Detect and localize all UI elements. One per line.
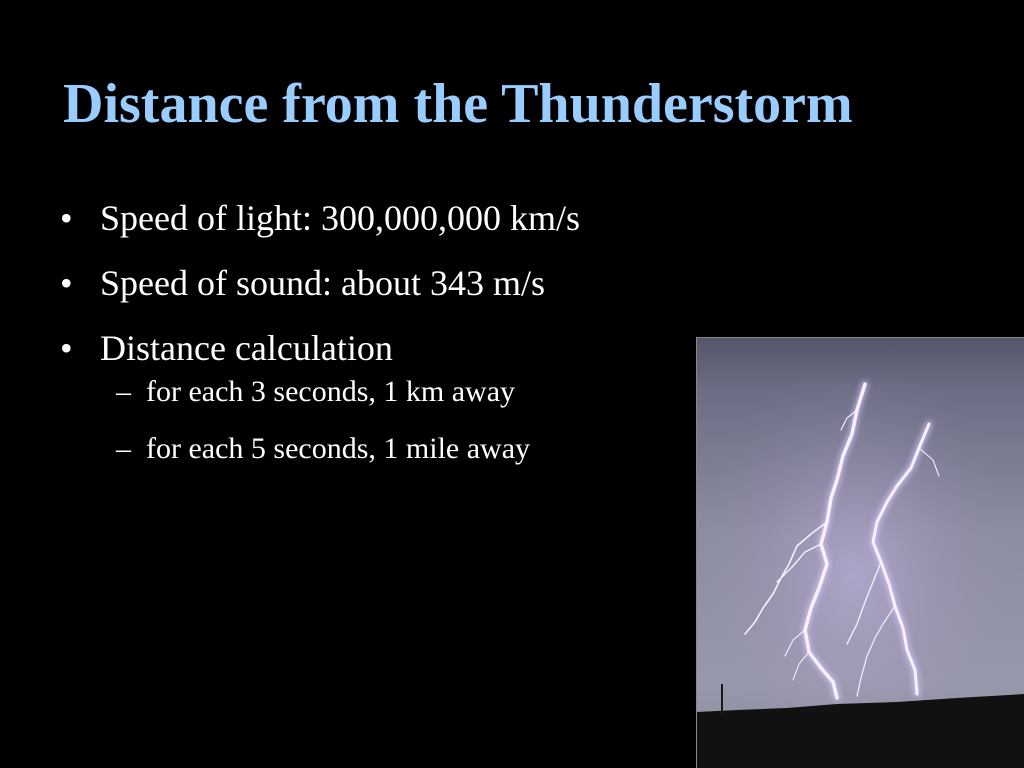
bullet-text: Distance calculation [100,328,393,368]
bullet-marker: • [60,263,73,303]
sub-bullet-text: for each 3 seconds, 1 km away [146,375,516,408]
sub-bullet-marker: – [116,375,131,408]
slide-title: Distance from the Thunderstorm [63,73,853,135]
bullet-marker: • [60,328,73,368]
bullet-item [60,261,580,305]
bullet-list [60,196,580,488]
sub-bullet-item [100,431,580,467]
sub-bullet-item [100,374,580,410]
bullet-marker: • [60,198,73,238]
bullet-item [60,196,580,240]
utility-pole [721,684,723,714]
bullet-text: Speed of sound: about 343 m/s [100,263,545,303]
bullet-item [60,326,580,467]
lightning-illustration [697,338,1024,768]
lightning-photo [696,337,1024,768]
sub-bullet-list [100,374,580,467]
bullet-text: Speed of light: 300,000,000 km/s [100,198,580,238]
sub-bullet-marker: – [116,432,131,465]
sub-bullet-text: for each 5 seconds, 1 mile away [146,432,531,465]
